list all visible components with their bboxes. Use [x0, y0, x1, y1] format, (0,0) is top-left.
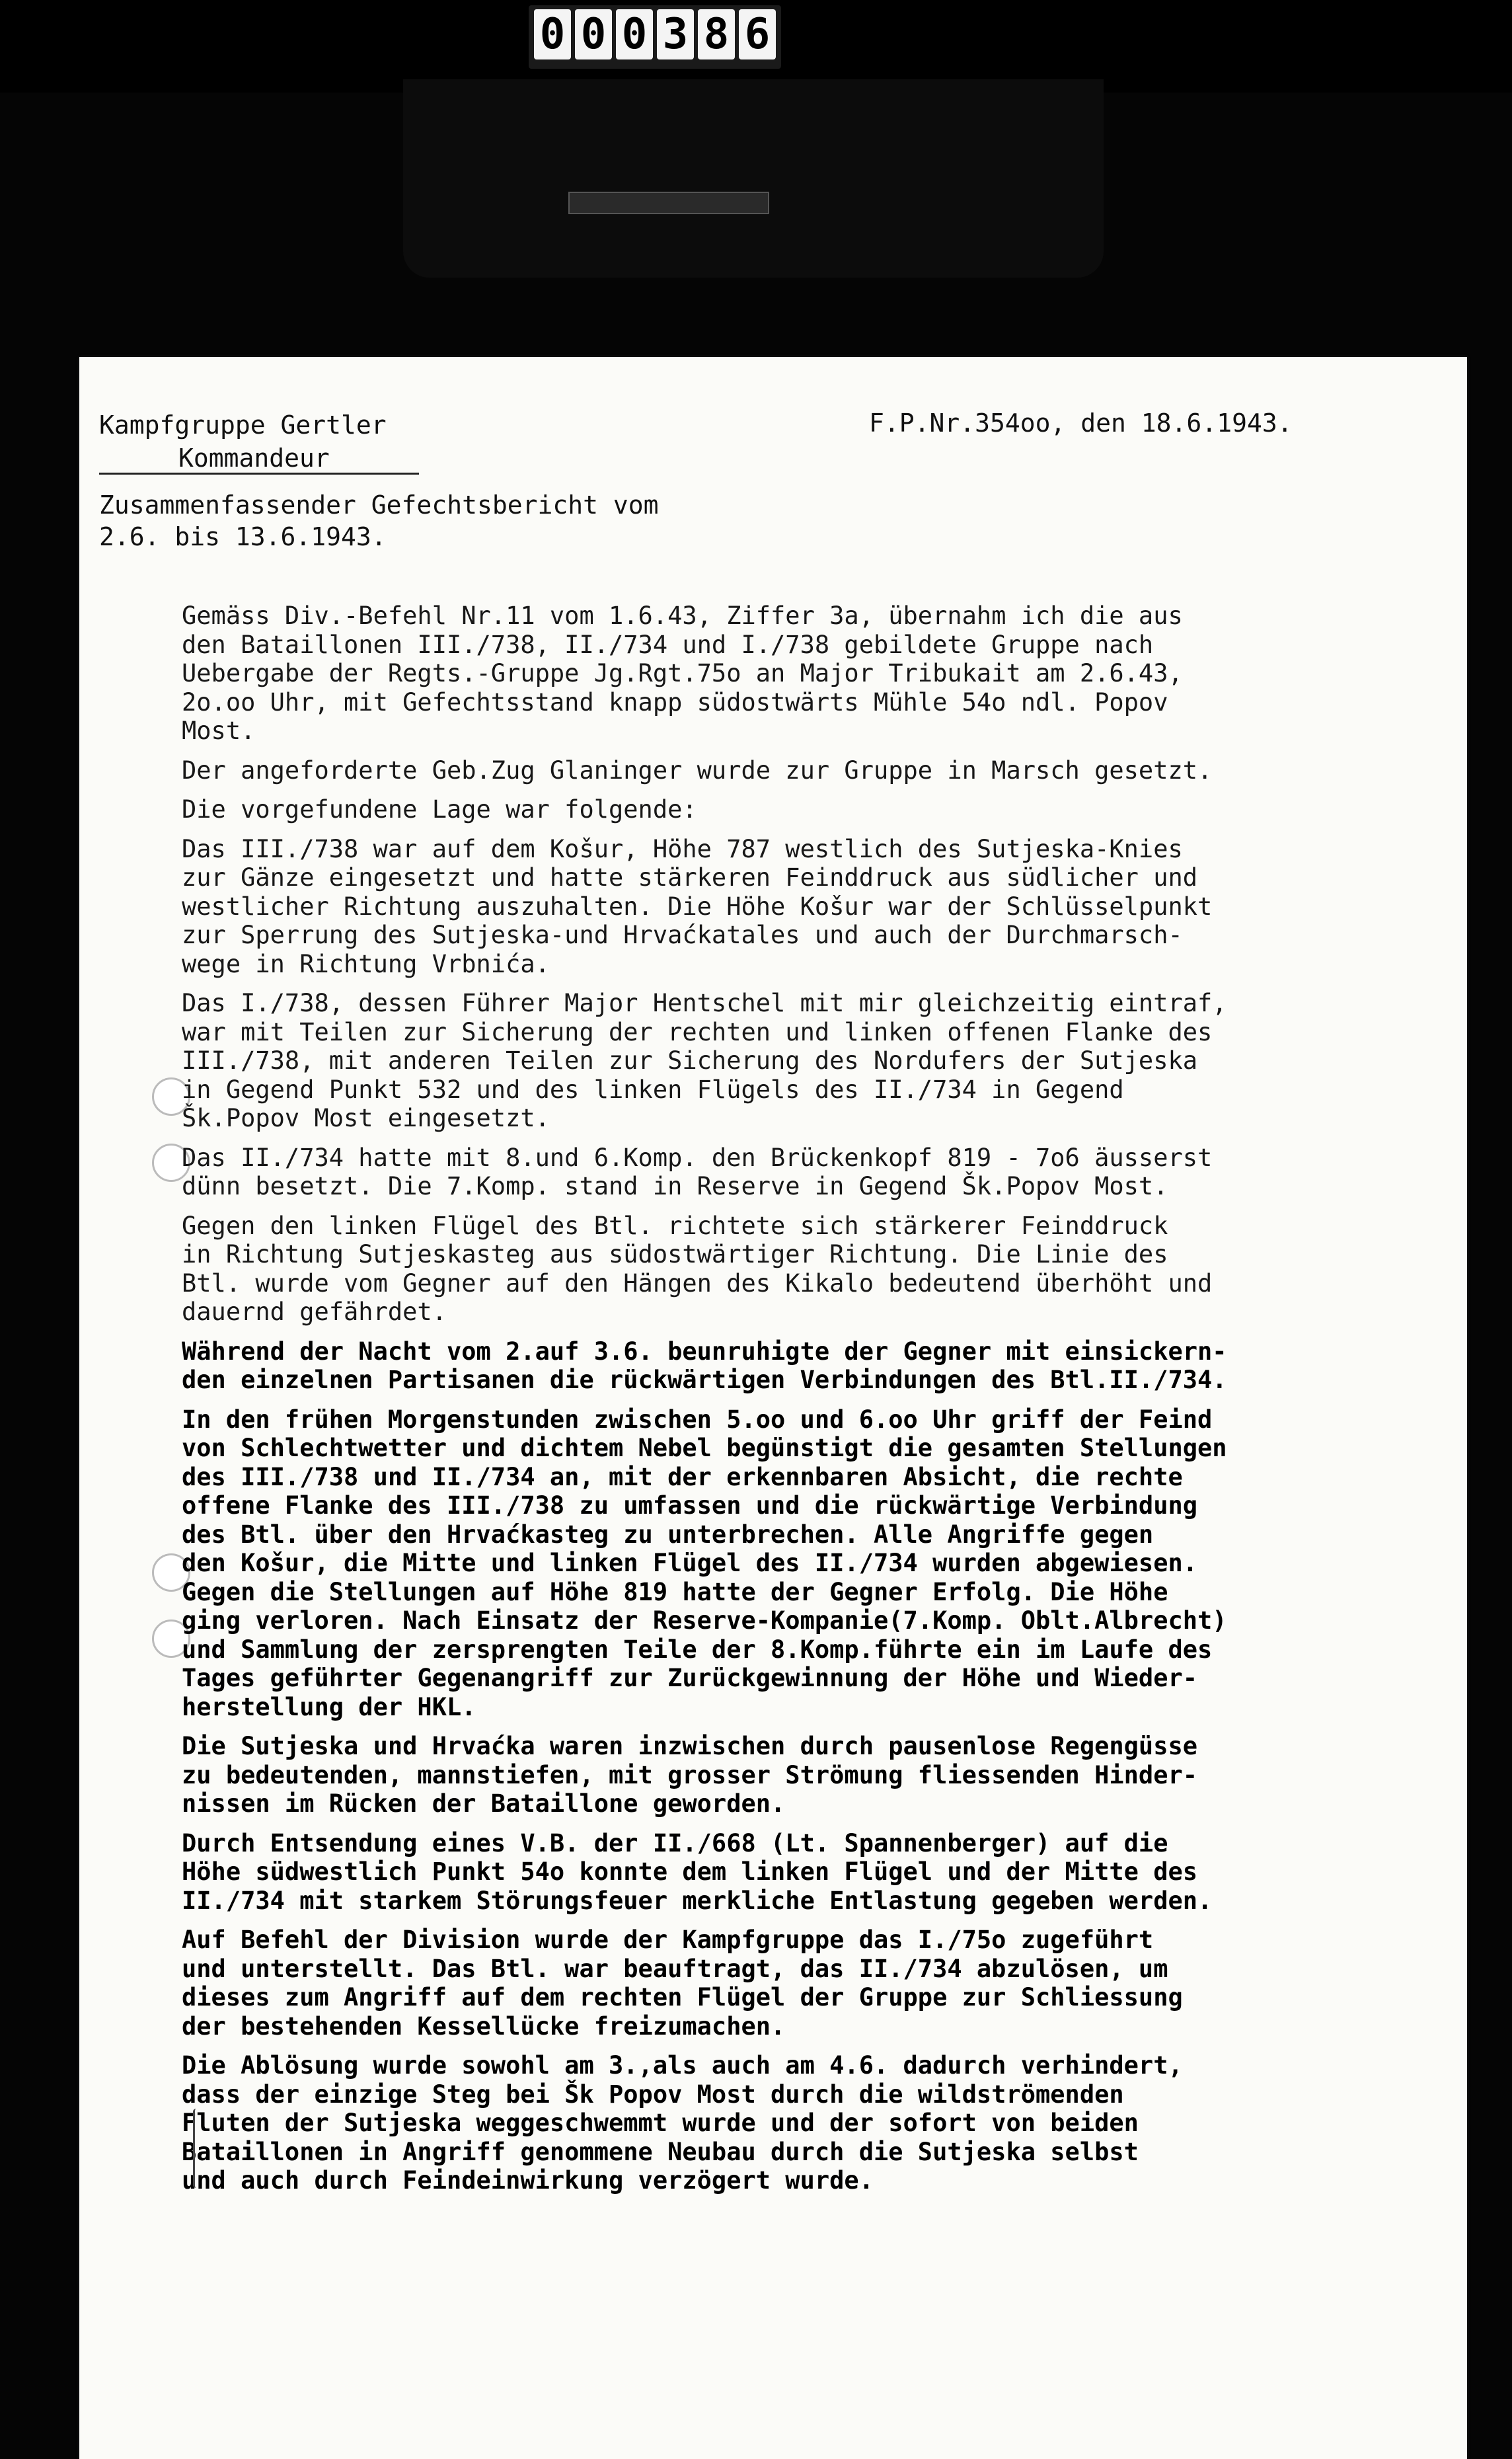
unit-name: Kampfgruppe Gertler — [99, 410, 387, 440]
paragraph: Der angeforderte Geb.Zug Glaninger wurde zur Gruppe in Marsch gesetzt. — [182, 756, 1213, 785]
counter-digit: 0 — [534, 9, 571, 59]
paragraph: Das III./738 war auf dem Košur, Höhe 787 westlich des Sutjeska-Knies zur Gänze eingesetzt und hatte stärkeren Feinddruck aus südlicher und westlicher Richtung auszuhalten. Die Höhe Košur war der Schlüsselpunkt zur Sperrung des Sutjeska-und Hrvaćkatales und auch der Durchmarsch- wege in Richtung Vrbnića. — [182, 834, 1213, 978]
frame-counter — [529, 5, 781, 69]
paragraph: Die vorgefundene Lage war folgende: — [182, 795, 697, 824]
counter-digit: 8 — [698, 9, 735, 59]
counter-digit: 3 — [657, 9, 694, 59]
paragraph: Gemäss Div.-Befehl Nr.11 vom 1.6.43, Ziffer 3a, übernahm ich die aus den Bataillonen III./738, II./734 und I./738 gebildete Gruppe nach Uebergabe der Regts.-Gruppe Jg.Rgt.75o an Major Tribukait am 2.6.43, 2o.oo Uhr, mit Gefechtsstand knapp südostwärts Mühle 54o ndl. Popov Most. — [182, 602, 1183, 745]
counter-digit: 6 — [739, 9, 776, 59]
counter-digit: 0 — [616, 9, 653, 59]
margin-mark — [193, 2109, 199, 2188]
counter-digit: 0 — [575, 9, 612, 59]
paragraph: Durch Entsendung eines V.B. der II./668 (Lt. Spannenberger) auf die Höhe südwestlich Punkt 54o konnte dem linken Flügel und der Mitte des II./734 mit starkem Störungsfeuer merkliche Entlastung gegeben werden. — [182, 1828, 1213, 1915]
clip-label — [568, 192, 769, 214]
paragraph: Die Sutjeska und Hrvaćka waren inzwischen durch pausenlose Regengüsse zu bedeutenden, mannstiefen, mit grosser Strömung fliessenden Hinder- nissen im Rücken der Bataillone geworden. — [182, 1732, 1198, 1818]
header-date: F.P.Nr.354oo, den 18.6.1943. — [869, 409, 1293, 438]
scanner-background — [0, 0, 1512, 93]
paragraph: Das I./738, dessen Führer Major Hentschel mit mir gleichzeitig eintraf, war mit Teilen zur Sicherung der rechten und linken offenen Flanke des III./738, mit anderen Teilen zur Sicherung des Nordufers der Sutjeska in Gegend Punkt 532 und des linken Flügels des II./734 in Gegend Šk.Popov Most eingesetzt. — [182, 989, 1227, 1132]
paragraph: Das II./734 hatte mit 8.und 6.Komp. den Brückenkopf 819 - 7o6 äusserst dünn besetzt. Die 7.Komp. stand in Reserve in Gegend Šk.Popov Most. — [182, 1143, 1213, 1200]
paragraph: In den frühen Morgenstunden zwischen 5.oo und 6.oo Uhr griff der Feind von Schlechtwetter und dichtem Nebel begünstigt die gesamten Stellungen des III./738 und II./734 an, mit der erkennbaren Absicht, die rechte offene Flanke des III./738 zu umfassen und die rückwärtige Verbindung des Btl. über den Hrvaćkasteg zu unterbrechen. Alle Angriffe gegen den Košur, die Mitte und linken Flügel des II./734 wurden abgewiesen. Gegen die Stellungen auf Höhe 819 hatte der Gegner Erfolg. Die Höhe ging verloren. Nach Einsatz der Reserve-Kompanie(7.Komp. Oblt.Albrecht) und Sammlung der zersprengten Teile der 8.Komp.führte ein im Laufe des Tages geführter Gegenangriff zur Zurückgewinnung der Höhe und Wieder- herstellung der HKL. — [182, 1405, 1227, 1721]
paragraph: Auf Befehl der Division wurde der Kampfgruppe das I./75o zugeführt und unterstellt. Das Btl. war beauftragt, das II./734 abzulösen, um dieses zum Angriff auf dem rechten Flügel der Gruppe zur Schliessung der bestehenden Kessellücke freizumachen. — [182, 1926, 1183, 2041]
paragraph: Während der Nacht vom 2.auf 3.6. beunruhigte der Gegner mit einsickern- den einzelnen Partisanen die rückwärtigen Verbindungen des Btl.II./734. — [182, 1337, 1227, 1394]
document-page — [79, 357, 1467, 2459]
paragraph: Die Ablösung wurde sowohl am 3.,als auch am 4.6. dadurch verhindert, dass der einzige Steg bei Šk Popov Most durch die wildströmenden Fluten der Sutjeska weggeschwemmt wurde und der sofort von beiden Bataillonen in Angriff genommene Neubau durch die Sutjeska selbst und auch durch Feindeinwirkung verzögert wurde. — [182, 2051, 1183, 2195]
scanner-clip — [403, 79, 1104, 278]
title-line: 2.6. bis 13.6.1943. — [99, 522, 387, 551]
report-title — [99, 489, 658, 553]
title-line: Zusammenfassender Gefechtsbericht vom — [99, 490, 659, 520]
header-sender — [99, 409, 419, 475]
report-body — [182, 602, 1451, 2206]
commander-role: Kommandeur — [99, 444, 419, 475]
paragraph: Gegen den linken Flügel des Btl. richtete sich stärkerer Feinddruck in Richtung Sutjeskasteg aus südostwärtiger Richtung. Die Linie des Btl. wurde vom Gegner auf den Hängen des Kikalo bedeutend überhöht und dauernd gefährdet. — [182, 1211, 1213, 1326]
